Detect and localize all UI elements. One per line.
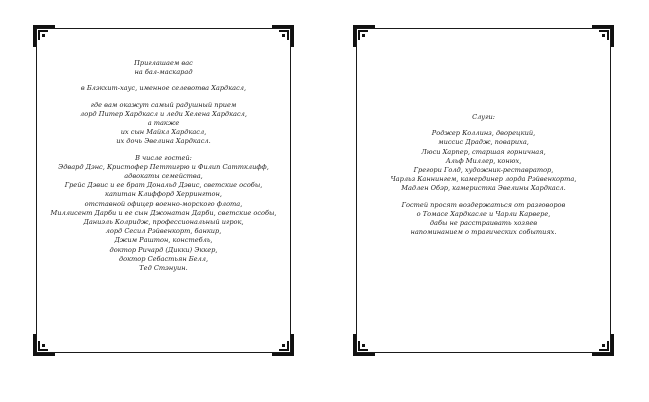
text-line: Эдвард Дэнс, Кристофер Петтигрю и Филип Саттклифф, <box>58 162 269 171</box>
art-deco-corner-ornament <box>592 25 614 47</box>
paragraph-gap <box>357 194 610 201</box>
text-line: Гостей просят воздержаться от разговоров <box>401 200 566 209</box>
text-line: Грегори Голд, художник-реставратор, <box>413 166 554 175</box>
text-line: Мадлен Обэр, камеристка Эвелины Хардкасл. <box>401 184 566 193</box>
text-line: дабы не расстраивать хозяев <box>429 219 538 228</box>
text-line: напоминанием о трагических событиях. <box>410 228 557 237</box>
text-line: Альф Миллер, конюх, <box>445 156 522 165</box>
paragraph-gap <box>37 94 290 101</box>
text-line: о Томасе Хардкасле и Чарли Карвере, <box>416 209 551 218</box>
invitation-page-right <box>356 28 611 353</box>
text-line: лорд Сесил Рэйвенкорт, банкир, <box>105 227 222 236</box>
text-line: их дочь Эвелина Хардкасл. <box>116 137 211 146</box>
text-line: Грейс Дэвис и ее брат Дональд Дэвис, светские особы, <box>64 181 263 190</box>
art-deco-corner-ornament <box>33 25 55 47</box>
paragraph-gap <box>37 77 290 84</box>
art-deco-corner-ornament <box>272 25 294 47</box>
text-line: их сын Майкл Хардкасл, <box>120 128 207 137</box>
text-line: в Блэкхит-хаус, именное селевотва Хардкасл, <box>80 84 247 93</box>
text-line: Приглашаем вас <box>134 59 193 67</box>
text-line: Миллисент Дарби и ее сын Джонатан Дарби, светские особы, <box>50 208 277 217</box>
text-line: доктор Себастьян Белл, <box>118 254 209 263</box>
text-line: где вам окажут самый радушный прием <box>90 100 237 109</box>
invitation-text <box>37 59 290 273</box>
invitation-page-left <box>36 28 291 353</box>
art-deco-corner-ornament <box>353 334 375 356</box>
text-line: доктор Ричард (Дикки) Эккер, <box>109 245 218 254</box>
text-line: лорд Питер Хардкасл и леди Хелена Хардкасл, <box>80 109 247 118</box>
text-line: Даниэль Колридж, профессиональный игрок, <box>83 218 244 227</box>
text-line: капитан Клиффорд Херрингтон, <box>105 190 222 199</box>
text-line: Тед Стэнуин. <box>139 264 188 273</box>
paragraph-gap <box>37 147 290 154</box>
text-line: Джим Раштон, констебль, <box>114 236 213 245</box>
text-line: Роджер Коллинз, дворецкий, <box>431 129 536 138</box>
paragraph-gap <box>357 122 610 129</box>
text-line: В числе гостей: <box>135 153 192 162</box>
text-line: отставной офицер военно-морского флота, <box>84 199 243 208</box>
art-deco-corner-ornament <box>272 334 294 356</box>
text-line: Люси Харпер, старшая горничная, <box>421 147 546 156</box>
art-deco-corner-ornament <box>33 334 55 356</box>
art-deco-corner-ornament <box>592 334 614 356</box>
art-deco-corner-ornament <box>353 25 375 47</box>
text-line: адвокаты семейства, <box>124 172 203 181</box>
servants-text <box>357 113 610 237</box>
text-line: а также <box>147 119 180 128</box>
text-line: Слуги: <box>472 113 495 121</box>
text-line: на бал-маскарад <box>134 68 193 77</box>
text-line: миссис Драдж, повариха, <box>438 138 529 147</box>
text-line: Чарльз Каннингем, камердинер лорда Рэйвенкорта, <box>390 175 577 184</box>
